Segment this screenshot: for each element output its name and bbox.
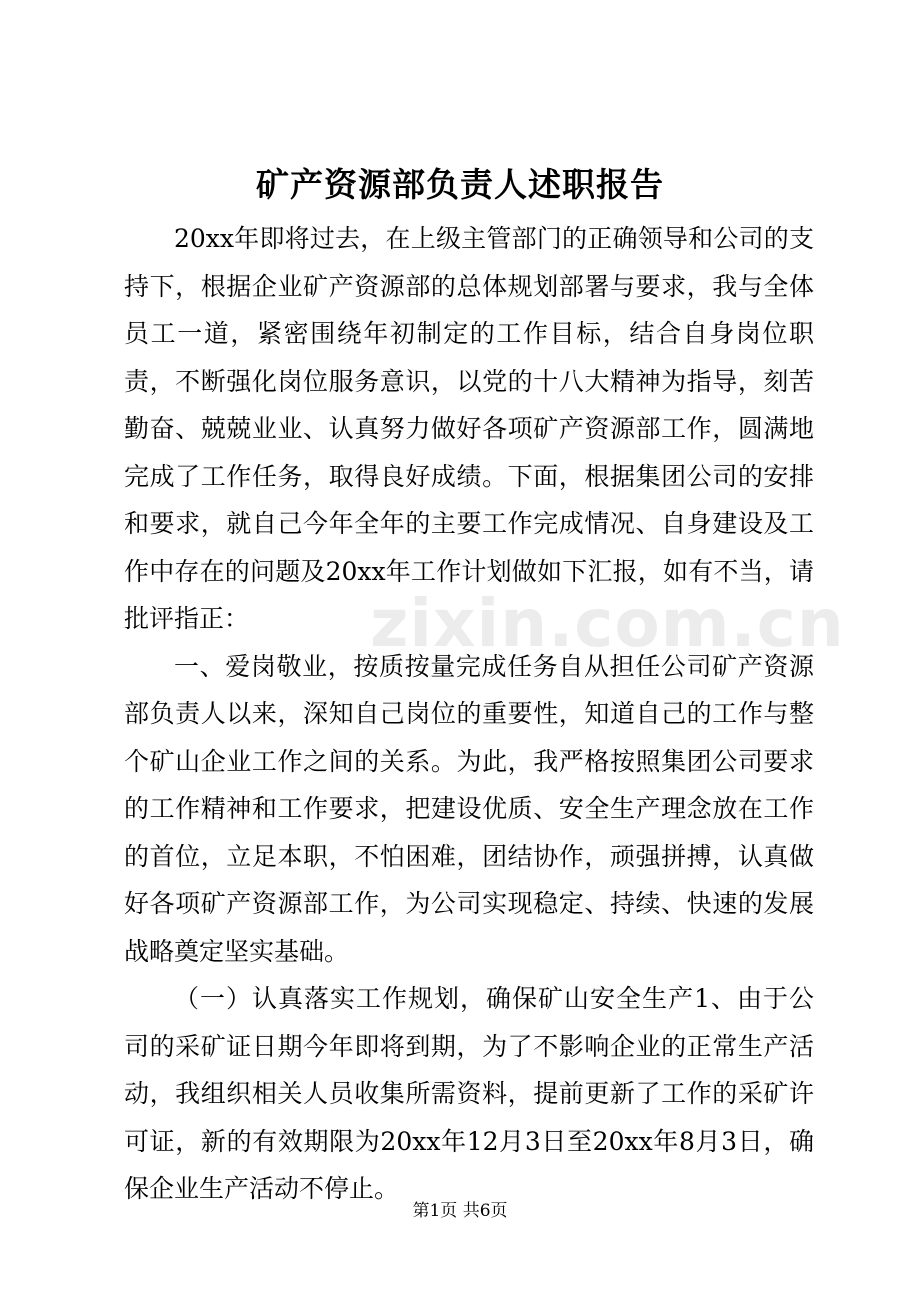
paragraph-subsection-one: （一）认真落实工作规划，确保矿山安全生产1、由于公司的采矿证日期今年即将到期，为了不影响企业的正常生产活动，我组织相关人员收集所需资料，提前更新了工作的采矿许可证，新的有效期限为20xx年12月3日至20xx年8月3日，确保企业生产活动不停止。 bbox=[124, 984, 814, 1203]
document-body bbox=[124, 215, 814, 1213]
watermark: zixin.com.cn bbox=[370, 585, 845, 662]
paragraph-section-one: 一、爱岗敬业，按质按量完成任务自从担任公司矿产资源部负责人以来，深知自己岗位的重要性，知道自己的工作与整个矿山企业工作之间的关系。为此，我严格按照集团公司要求的工作精神和工作要求，把建设优质、安全生产理念放在工作的首位，立足本职，不怕困难，团结协作，顽强拼搏，认真做好各项矿产资源部工作，为公司实现稳定、持续、快速的发展战略奠定坚实基础。 bbox=[124, 651, 814, 966]
page-number-footer: 第1页 共6页 bbox=[412, 1201, 508, 1221]
document-title: 矿产资源部负责人述职报告 bbox=[256, 165, 664, 204]
paragraph-intro: 20xx年即将过去，在上级主管部门的正确领导和公司的支持下，根据企业矿产资源部的总体规划部署与要求，我与全体员工一道，紧密围绕年初制定的工作目标，结合自身岗位职责，不断强化岗位服务意识，以党的十八大精神为指导，刻苦勤奋、兢兢业业、认真努力做好各项矿产资源部工作，圆满地完成了工作任务，取得良好成绩。下面，根据集团公司的安排和要求，就自己今年全年的主要工作完成情况、自身建设及工作中存在的问题及20xx年工作计划做如下汇报，如有不当，请批评指正： bbox=[124, 224, 814, 633]
